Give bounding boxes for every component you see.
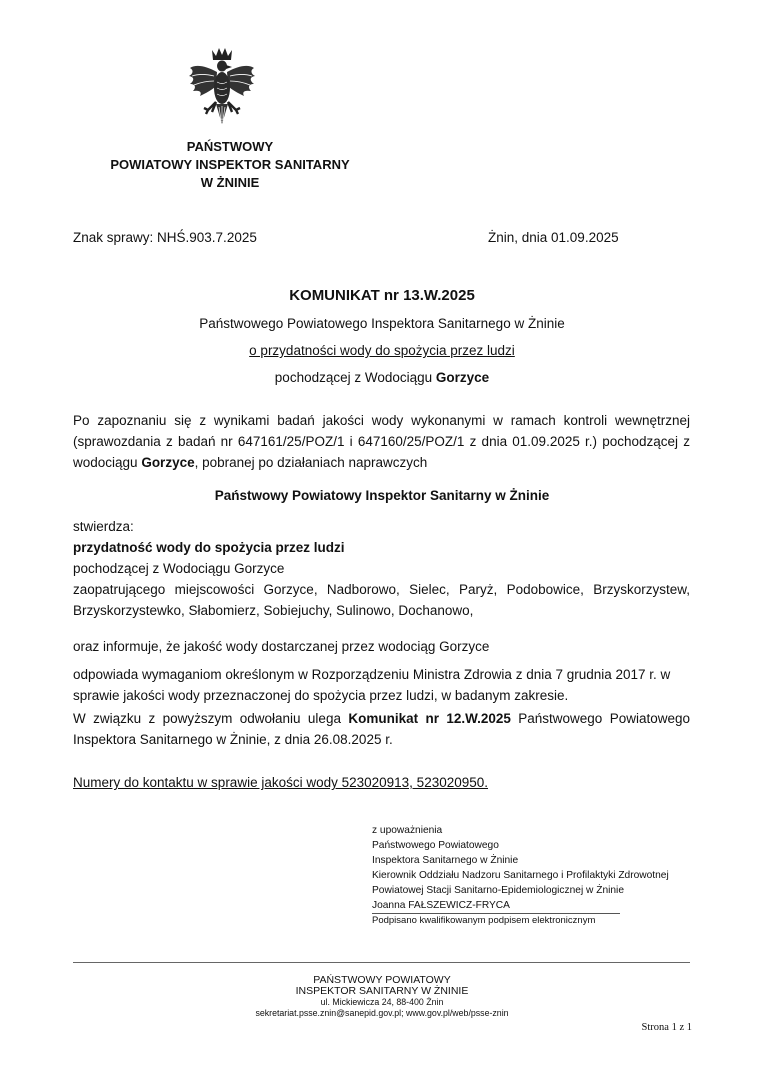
revocation-text-2: Państwowego Powiatowego Inspektora Sanitarnego w Żninie, z dnia 26.08.2025 r. <box>73 711 690 747</box>
footer <box>0 975 764 1019</box>
subtitle-source <box>0 370 764 385</box>
intro-waterworks-name: Gorzyce <box>141 455 195 470</box>
document-title: KOMUNIKAT nr 13.W.2025 <box>289 287 475 304</box>
contact-numbers: Numery do kontaktu w sprawie jakości wody 523020913, 523020950. <box>73 775 489 790</box>
polish-eagle-emblem-icon <box>186 44 258 126</box>
subtitle-source-name: Gorzyce <box>435 370 490 385</box>
subtitle-issuer: Państwowego Powiatowego Inspektora Sanitarnego w Żninie <box>199 316 565 331</box>
signature-note: Podpisano kwalifikowanym podpisem elektronicznym <box>372 915 596 926</box>
signature-line-1: z upoważnienia <box>372 825 443 836</box>
intro-text-1: Po zapoznaniu się z wynikami badań jakości wody wykonanymi w ramach kontroli wewnętrznej (sprawozdania z badań nr 647161/25/POZ/1 i 647160/25/POZ/1 z dnia 01.09.2025 r.) pochodzącej z wodociągu <box>73 413 690 470</box>
authority-heading: Państwowy Powiatowy Inspektor Sanitarny w Żninie <box>214 488 550 503</box>
case-number: Znak sprawy: NHŚ.903.7.2025 <box>73 230 257 245</box>
inform-text: oraz informuje, że jakość wody dostarczanej przez wodociąg Gorzyce <box>73 639 490 654</box>
page-number: Strona 1 z 1 <box>641 1022 692 1033</box>
subtitle-source-prefix: pochodzącej z Wodociągu <box>274 370 436 385</box>
footer-address: ul. Mickiewicza 24, 88-400 Żnin <box>320 997 444 1007</box>
footer-divider <box>73 962 690 963</box>
revoked-communique: Komunikat nr 12.W.2025 <box>348 711 511 726</box>
footer-line-1: PAŃSTWOWY POWIATOWY <box>313 974 451 986</box>
signature-line-4: Kierownik Oddziału Nadzoru Sanitarnego i Profilaktyki Zdrowotnej <box>372 870 669 881</box>
footer-contact: sekretariat.psse.znin@sanepid.gov.pl; www.gov.pl/web/psse-znin <box>255 1008 509 1018</box>
finding-supply: zaopatrującego miejscowości Gorzyce, Nadborowo, Sielec, Paryż, Podobowice, Brzyskorzystew, Brzyskorzystewko, Słabomierz, Sobiejuchy, Sulinowo, Dochanowo, <box>73 582 690 618</box>
compliance-text: odpowiada wymaganiom określonym w Rozporządzeniu Ministra Zdrowia z dnia 7 grudnia 2017 r. w sprawie jakości wody przeznaczonej do spożycia przez ludzi, w badanym zakresie. <box>73 667 671 703</box>
issuer-line-3: W ŻNINIE <box>200 175 260 190</box>
issuer-line-1: PAŃSTWOWY <box>186 139 274 154</box>
intro-paragraph <box>73 410 690 473</box>
subtitle-subject: o przydatności wody do spożycia przez ludzi <box>249 343 515 358</box>
issuer-line-2: POWIATOWY INSPEKTOR SANITARNY <box>110 157 350 172</box>
finding-states: stwierdza: <box>73 519 134 534</box>
place-date: Żnin, dnia 01.09.2025 <box>488 230 619 245</box>
finding-block <box>73 516 690 621</box>
signature-line-2: Państwowego Powiatowego <box>372 840 499 851</box>
finding-verdict: przydatność wody do spożycia przez ludzi <box>73 540 345 555</box>
signature-line-5: Powiatowej Stacji Sanitarno-Epidemiologicznej w Żninie <box>372 885 624 896</box>
signature-rule <box>372 913 620 914</box>
intro-text-2: , pobranej po działaniach naprawczych <box>194 455 428 470</box>
issuer-header <box>60 138 400 192</box>
signature-block <box>372 823 692 913</box>
revocation-text <box>73 708 690 750</box>
finding-source: pochodzącej z Wodociągu Gorzyce <box>73 561 285 576</box>
revocation-text-1: W związku z powyższym odwołaniu ulega <box>73 711 349 726</box>
footer-line-2: INSPEKTOR SANITARNY W ŻNINIE <box>295 985 469 997</box>
signature-line-3: Inspektora Sanitarnego w Żninie <box>372 855 519 866</box>
signatory-name: Joanna FAŁSZEWICZ-FRYCA <box>372 900 510 911</box>
